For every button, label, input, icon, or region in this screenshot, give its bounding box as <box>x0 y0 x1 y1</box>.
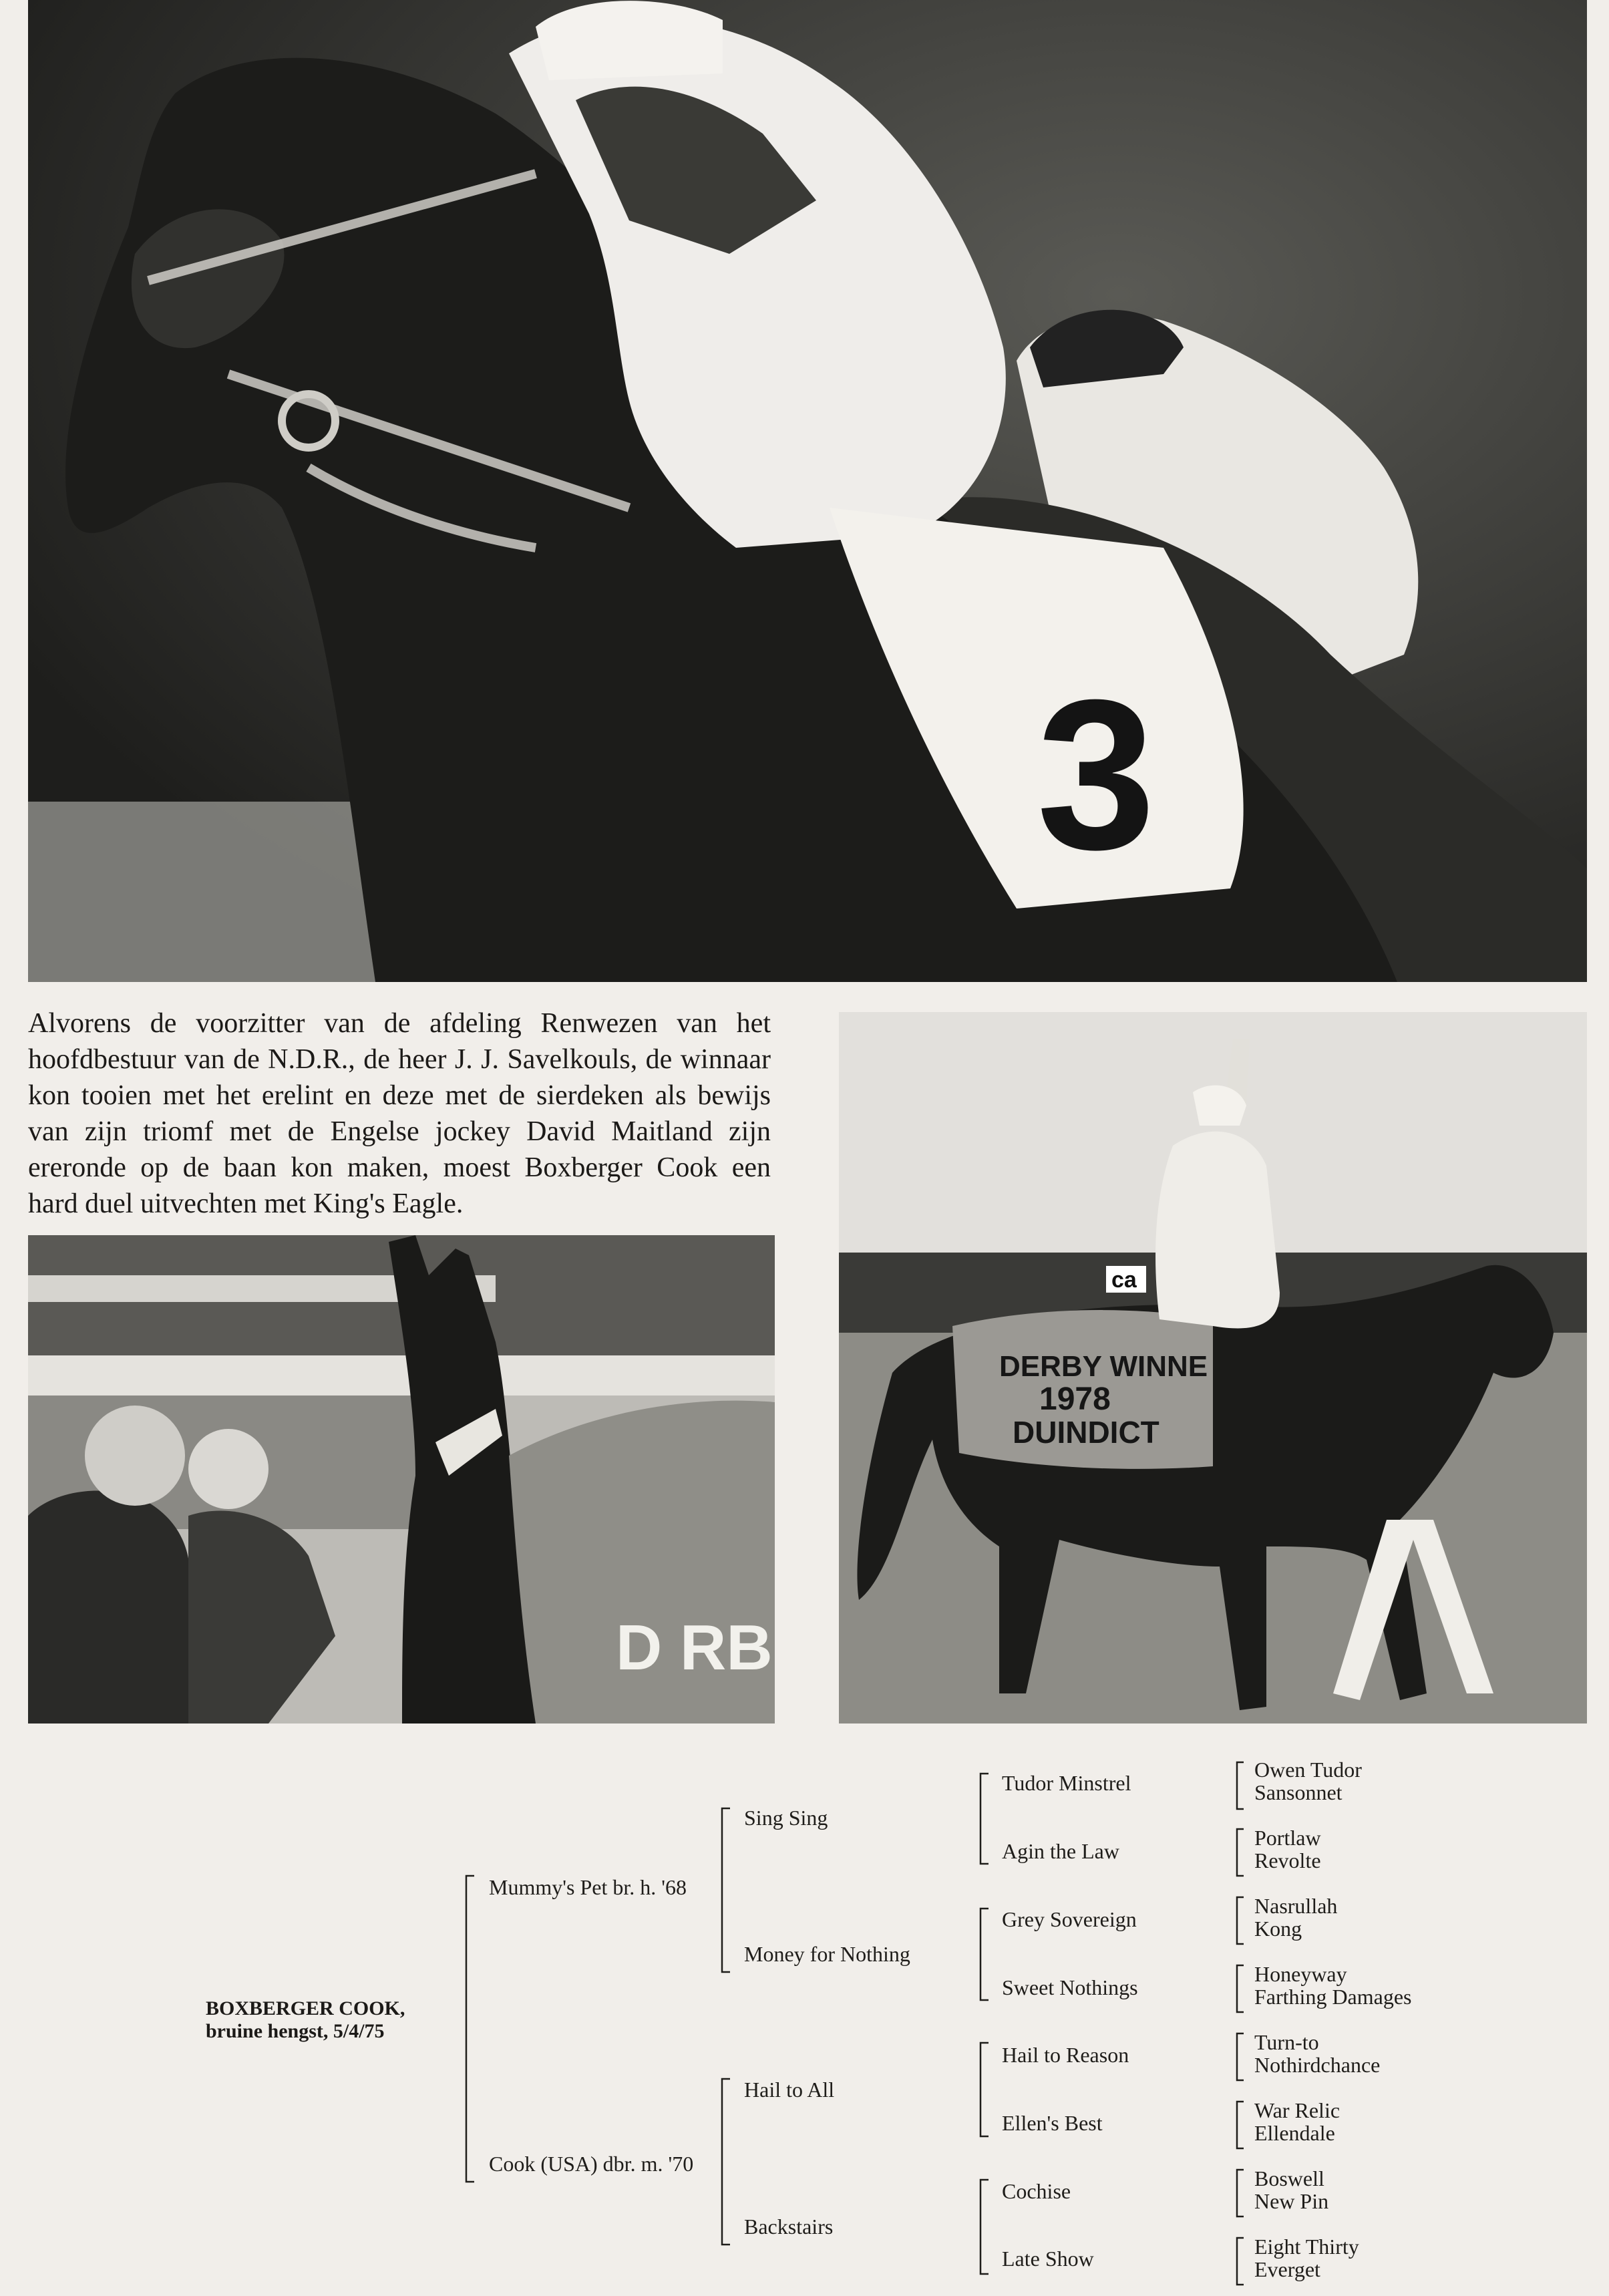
pedigree-ancestor: New Pin <box>1254 2189 1329 2213</box>
pedigree-subject <box>206 1997 405 2043</box>
caption-line: hoofdbestuur van de N.D.R., de heer J. J. Savelkouls, de winnaar <box>28 1044 771 1075</box>
horse-description: bruine hengst, 5/4/75 <box>206 2020 385 2042</box>
caption-line: kon tooien met het erelint en deze met de sierdeken als bewijs <box>28 1080 771 1111</box>
caption-line: ereronde op de baan kon maken, moest Boxberger Cook een <box>28 1152 771 1183</box>
pedigree-great-grandparent: Late Show <box>1002 2247 1094 2271</box>
pedigree-ancestor: War Relic <box>1254 2098 1340 2122</box>
pedigree-great-grandparent: Ellen's Best <box>1002 2111 1103 2135</box>
pedigree-ancestor: Owen Tudor <box>1254 1758 1362 1782</box>
pedigree-ancestor: Turn-to <box>1254 2030 1319 2054</box>
blanket-text: D RB <box>616 1612 773 1683</box>
pedigree-great-grandparent: Sweet Nothings <box>1002 1975 1138 1999</box>
blanket-line: DERBY WINNE <box>999 1350 1208 1383</box>
pedigree-ancestor: Farthing Damages <box>1254 1985 1412 2009</box>
pedigree-dam: Cook (USA) dbr. m. '70 <box>489 2152 694 2176</box>
pedigree-great-grandparent: Tudor Minstrel <box>1002 1771 1131 1795</box>
blanket-line: DUINDICT <box>1013 1415 1159 1450</box>
pedigree-ancestor: Revolte <box>1254 1848 1321 1872</box>
pedigree-ancestor: Nasrullah <box>1254 1894 1338 1918</box>
pedigree-grandparent: Money for Nothing <box>744 1942 910 1966</box>
pedigree-ancestor: Kong <box>1254 1917 1302 1941</box>
pedigree-grandparent: Sing Sing <box>744 1806 828 1830</box>
horse-name: BOXBERGER COOK, <box>206 1997 405 2019</box>
pedigree-ancestor: Everget <box>1254 2257 1320 2281</box>
number-cloth-3: 3 <box>1037 655 1155 894</box>
pedigree-sire: Mummy's Pet br. h. '68 <box>489 1875 687 1899</box>
pedigree-great-grandparent: Hail to Reason <box>1002 2043 1129 2067</box>
pedigree-grandparent: Backstairs <box>744 2215 834 2239</box>
pedigree-ancestor: Honeyway <box>1254 1962 1347 1986</box>
pedigree-ancestor: Boswell <box>1254 2166 1324 2190</box>
caption-line: hard duel uitvechten met King's Eagle. <box>28 1188 464 1219</box>
pedigree-ancestor: Portlaw <box>1254 1826 1321 1850</box>
pedigree-great-grandparent: Agin the Law <box>1002 1839 1119 1863</box>
pedigree-ancestor: Sansonnet <box>1254 1780 1343 1804</box>
sponsor-sign: ca <box>1111 1267 1137 1293</box>
pedigree-great-grandparent: Grey Sovereign <box>1002 1907 1137 1931</box>
pedigree-great-grandparent: Cochise <box>1002 2179 1071 2203</box>
pedigree-ancestor: Ellendale <box>1254 2121 1335 2145</box>
blanket-line: 1978 <box>1039 1381 1111 1417</box>
caption-line: van zijn triomf met de Engelse jockey David Maitland zijn <box>28 1116 771 1147</box>
pedigree-grandparent: Hail to All <box>744 2078 835 2102</box>
pedigree-ancestor: Nothirdchance <box>1254 2053 1381 2077</box>
caption-line: Alvorens de voorzitter van de afdeling Renwezen van het <box>28 1008 771 1039</box>
pedigree-ancestor: Eight Thirty <box>1254 2235 1359 2259</box>
